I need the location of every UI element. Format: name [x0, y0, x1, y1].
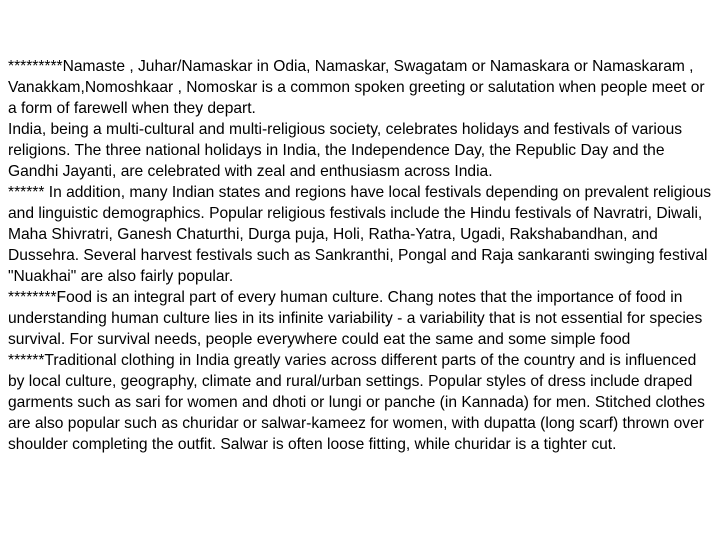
paragraph-festivals: ****** In addition, many Indian states and regions have local festivals depending on prevalent religious and linguistic demographics. Popular religious festivals include the Hindu festivals of Navratri, Diwali, Maha Shivratri, Ganesh Chaturthi, Durga puja, Holi, Ratha-Yatra, Ugadi, Rakshabandhan, and Dussehra. Several harvest festivals such as Sankranthi, Pongal and Raja sankaranti swinging festival "Nuakhai" are also fairly popular. [8, 184, 712, 285]
paragraph-clothing: ******Traditional clothing in India greatly varies across different parts of the country and is influenced by local culture, geography, climate and rural/urban settings. Popular styles of dress include draped garments such as sari for women and dhoti or lungi or panche (in Kannada) for men. Stitched clothes are also popular such as churidar or salwar-kameez for women, with dupatta (long scarf) thrown over shoulder completing the outfit. Salwar is often loose fitting, while churidar is a tighter cut. [8, 352, 705, 453]
paragraph-food: ********Food is an integral part of every human culture. Chang notes that the importance of food in understanding human culture lies in its infinite variability - a variability that is not essential for species survival. For survival needs, people everywhere could eat the same and some simple food [8, 289, 703, 348]
paragraph-holidays: India, being a multi-cultural and multi-religious society, celebrates holidays and festivals of various religions. The three national holidays in India, the Independence Day, the Republic Day and the Gandhi Jayanti, are celebrated with zeal and enthusiasm across India. [8, 121, 683, 180]
paragraph-greetings: *********Namaste , Juhar/Namaskar in Odia, Namaskar, Swagatam or Namaskara or Namaskaram , Vanakkam,Nomoshkaar , Nomoskar is a common spoken greeting or salutation when people meet or a form of farewell when they depart. [8, 58, 705, 117]
document-body [8, 56, 714, 455]
